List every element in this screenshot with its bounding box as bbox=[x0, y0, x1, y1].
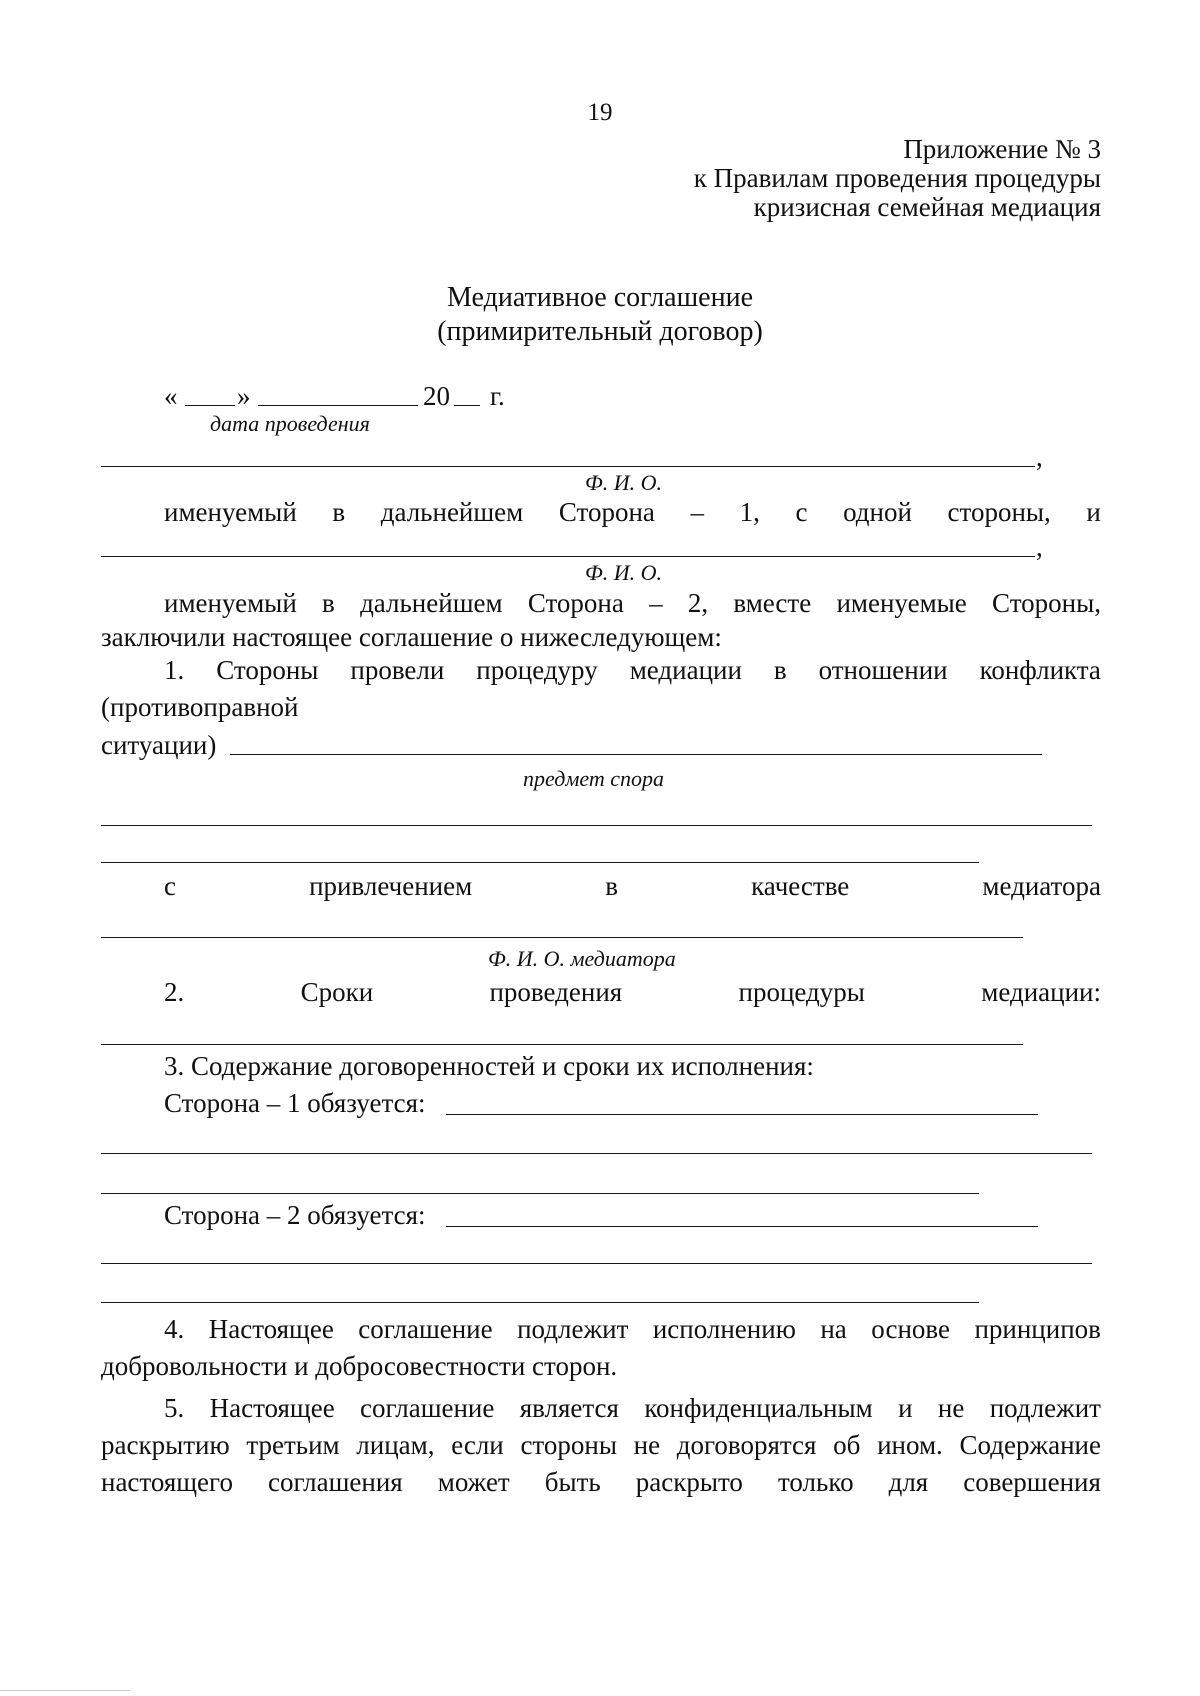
item3-heading: 3. Содержание договоренностей и сроки их исполнения: bbox=[164, 1051, 814, 1081]
word: вместе bbox=[733, 588, 812, 618]
word: проведения bbox=[489, 977, 623, 1007]
word: для bbox=[888, 1467, 929, 1497]
word: только bbox=[777, 1467, 854, 1497]
word: настоящего bbox=[101, 1467, 233, 1497]
word: в bbox=[332, 497, 346, 527]
side1-blank-1 bbox=[446, 1114, 1038, 1115]
word: третьим bbox=[246, 1430, 340, 1460]
dispute-blank-3 bbox=[101, 862, 979, 863]
party2-line bbox=[164, 587, 1101, 619]
word: подлежит bbox=[517, 1314, 629, 1344]
date-day-blank bbox=[185, 405, 235, 406]
item2-line bbox=[164, 976, 1101, 1008]
party2-caption: Ф. И. О. bbox=[585, 560, 662, 585]
appendix-line-3: кризисная семейная медиация bbox=[753, 192, 1101, 222]
word: – bbox=[690, 497, 704, 527]
item5-line-3 bbox=[101, 1466, 1101, 1498]
word: в bbox=[322, 588, 335, 618]
appendix-line-1: Приложение № 3 bbox=[903, 134, 1101, 164]
dispute-blank-2 bbox=[101, 825, 1092, 826]
terms-blank bbox=[101, 1044, 1023, 1045]
item5-line-1 bbox=[164, 1392, 1101, 1424]
word: именуемые bbox=[836, 588, 967, 618]
word: 2. bbox=[164, 977, 185, 1007]
item5-line-2 bbox=[101, 1429, 1101, 1461]
word: договорятся bbox=[676, 1430, 817, 1460]
word: процедуры bbox=[738, 977, 865, 1007]
word: 1. bbox=[164, 655, 185, 685]
word: соглашение bbox=[358, 1314, 493, 1344]
party1-name-blank bbox=[101, 466, 1035, 467]
word: лицам, bbox=[356, 1430, 435, 1460]
word: дальнейшем bbox=[360, 588, 503, 618]
scan-edge-mark bbox=[0, 1690, 130, 1691]
word: Стороны, bbox=[992, 588, 1101, 618]
word: в bbox=[605, 871, 618, 901]
word: исполнению bbox=[652, 1314, 796, 1344]
item1-line-1 bbox=[164, 654, 1101, 686]
date-month-blank bbox=[258, 405, 418, 406]
word: 1, bbox=[739, 497, 760, 527]
word: 5. bbox=[164, 1393, 185, 1423]
date-close-quote: » bbox=[237, 381, 251, 411]
side2-blank-1 bbox=[446, 1226, 1038, 1227]
word: соглашение bbox=[360, 1393, 495, 1423]
word: соглашения bbox=[267, 1467, 403, 1497]
word: конфиденциальным bbox=[644, 1393, 873, 1423]
word: 2, bbox=[687, 588, 709, 618]
word: на bbox=[820, 1314, 847, 1344]
word: стороны bbox=[520, 1430, 617, 1460]
word: принципов bbox=[974, 1314, 1101, 1344]
word: именуемый bbox=[164, 588, 297, 618]
word: и bbox=[1086, 497, 1101, 527]
word: 4. bbox=[164, 1314, 185, 1344]
date-year-blank bbox=[454, 405, 480, 406]
side2-blank-2 bbox=[101, 1263, 1092, 1264]
word: ином. bbox=[877, 1430, 943, 1460]
word: качестве bbox=[751, 871, 850, 901]
mediator-caption: Ф. И. О. медиатора bbox=[488, 946, 676, 971]
word: основе bbox=[871, 1314, 950, 1344]
mediator-line bbox=[164, 870, 1101, 902]
page-number: 19 bbox=[587, 99, 613, 126]
word: медиатора bbox=[982, 871, 1101, 901]
word: медиации: bbox=[981, 977, 1101, 1007]
word: именуемый bbox=[164, 497, 297, 527]
dispute-blank-1 bbox=[230, 754, 1042, 755]
word: процедуру bbox=[476, 655, 598, 685]
word: раскрытию bbox=[101, 1430, 230, 1460]
word: быть bbox=[544, 1467, 601, 1497]
word: с bbox=[164, 871, 176, 901]
side1-blank-2 bbox=[101, 1153, 1092, 1154]
word: в bbox=[773, 655, 787, 685]
document-title: Медиативное соглашение bbox=[447, 282, 753, 313]
party1-line bbox=[164, 496, 1101, 528]
party2-name-blank bbox=[101, 556, 1035, 557]
date-year-prefix: 20 bbox=[423, 381, 450, 411]
word: является bbox=[519, 1393, 619, 1423]
word: не bbox=[937, 1393, 965, 1423]
word: подлежит bbox=[989, 1393, 1101, 1423]
word: дальнейшем bbox=[380, 497, 524, 527]
party2-comma: , bbox=[1036, 532, 1043, 562]
mediator-name-blank bbox=[101, 937, 1023, 938]
word: Сторона bbox=[527, 588, 624, 618]
word: может bbox=[437, 1467, 510, 1497]
word: одной bbox=[843, 497, 912, 527]
word: провели bbox=[350, 655, 445, 685]
item1-line-3: ситуации) bbox=[101, 730, 217, 760]
side1-blank-3 bbox=[101, 1193, 979, 1194]
word: привлечением bbox=[309, 871, 473, 901]
side2-obligations-label: Сторона – 2 обязуется: bbox=[164, 1200, 426, 1230]
party1-caption: Ф. И. О. bbox=[585, 470, 662, 495]
document-subtitle: (примирительный договор) bbox=[437, 316, 763, 347]
side1-obligations-label: Сторона – 1 обязуется: bbox=[164, 1088, 426, 1118]
word: – bbox=[649, 588, 663, 618]
party2-line-2: заключили настоящее соглашение о нижеследующем: bbox=[101, 622, 722, 652]
word: Настоящее bbox=[208, 1314, 334, 1344]
dispute-caption: предмет спора bbox=[523, 766, 665, 791]
word: Настоящее bbox=[209, 1393, 335, 1423]
word: об bbox=[833, 1430, 861, 1460]
word: конфликта bbox=[979, 655, 1101, 685]
date-caption: дата проведения bbox=[210, 411, 370, 436]
item4-line-1 bbox=[164, 1313, 1101, 1345]
word: с bbox=[795, 497, 808, 527]
word: Сроки bbox=[300, 977, 374, 1007]
party1-comma: , bbox=[1036, 442, 1043, 472]
word: совершения bbox=[963, 1467, 1101, 1497]
item1-line-2: (противоправной bbox=[101, 692, 299, 722]
date-year-suffix: г. bbox=[490, 381, 505, 411]
word: Содержание bbox=[959, 1430, 1101, 1460]
word: отношении bbox=[818, 655, 948, 685]
date-open-quote: « bbox=[164, 381, 178, 411]
word: и bbox=[898, 1393, 913, 1423]
word: Сторона bbox=[558, 497, 655, 527]
word: медиации bbox=[629, 655, 742, 685]
side2-blank-3 bbox=[101, 1302, 979, 1303]
appendix-line-2: к Правилам проведения процедуры bbox=[693, 163, 1101, 193]
word: не bbox=[633, 1430, 661, 1460]
word: раскрыто bbox=[635, 1467, 743, 1497]
word: стороны, bbox=[947, 497, 1051, 527]
word: Стороны bbox=[216, 655, 319, 685]
item4-line-2: добровольности и добросовестности сторон. bbox=[101, 1351, 618, 1381]
word: если bbox=[451, 1430, 504, 1460]
